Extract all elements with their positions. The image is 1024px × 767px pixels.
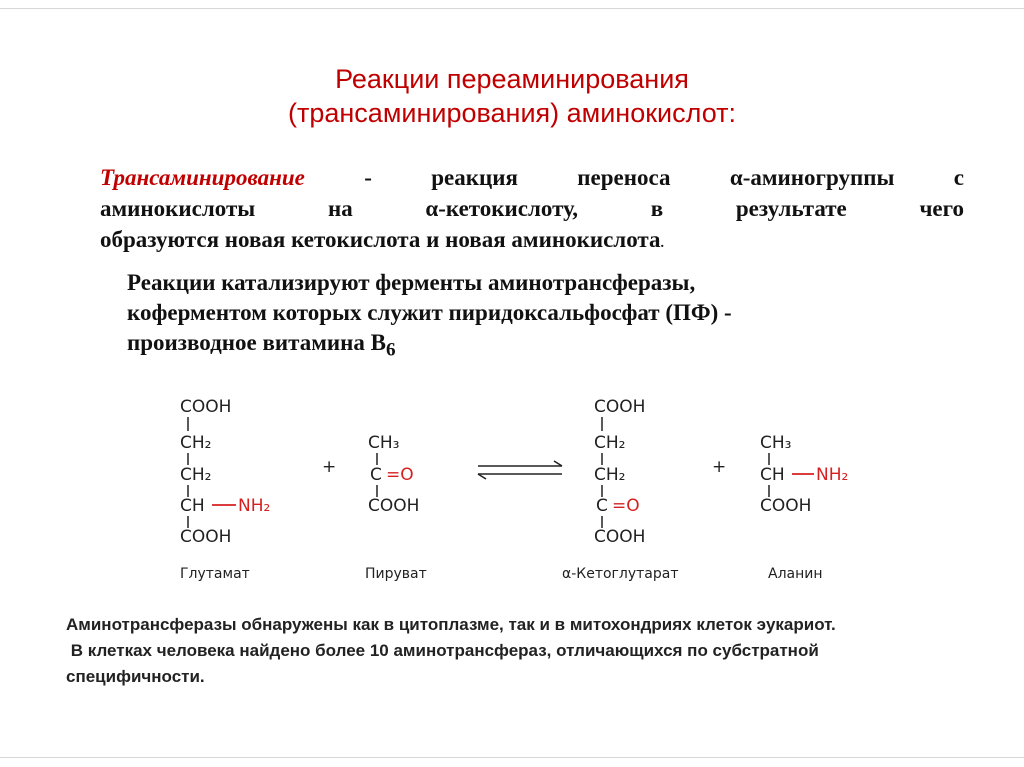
slide-border-bottom [0, 757, 1024, 758]
alanine-structure [760, 433, 848, 582]
glutamate-cooh-top: COOH [180, 397, 232, 417]
definition-line-2: аминокислоты на α-кетокислоту, в результате чего [100, 196, 964, 221]
vitamin-subscript: 6 [386, 339, 396, 361]
title-line-2: (трансаминирования) аминокислот: [288, 98, 736, 128]
alanine-amino-group: NH₂ [816, 465, 849, 485]
footer-paragraph [66, 612, 986, 690]
ketoglutarate-cooh-top: COOH [594, 397, 646, 417]
pyruvate-cooh: COOH [368, 496, 420, 516]
alanine-ch: CH [760, 465, 785, 485]
alanine-label: Аланин [768, 566, 823, 582]
plus-sign-2: + [712, 457, 727, 477]
pyruvate-oxo-group: =O [386, 465, 414, 485]
pyruvate-carbon: C [370, 465, 382, 485]
pyruvate-label: Пируват [365, 566, 427, 582]
definition-line-1-rest: - реакция переноса α-аминогруппы с [304, 165, 964, 190]
ketoglutarate-carbon: C [596, 496, 608, 516]
footer-line-2: В клетках человека найдено более 10 аминотрансфераз, отличающихся по субстратной [66, 641, 819, 660]
ketoglutarate-cooh-bottom: COOH [594, 527, 646, 547]
ketoglutarate-oxo-group: =O [612, 496, 640, 516]
alanine-cooh: COOH [760, 496, 812, 516]
catalysis-line-3: производное витамина В [127, 330, 386, 355]
slide-border-top [0, 8, 1024, 9]
glutamate-amino-group: NH₂ [238, 496, 271, 516]
equilibrium-arrow-icon [478, 461, 562, 479]
ketoglutarate-ch2-1: CH₂ [594, 433, 626, 453]
glutamate-structure [180, 397, 270, 582]
glutamate-ch2-1: CH₂ [180, 433, 212, 453]
ketoglutarate-structure [562, 397, 679, 582]
definition-line-1 [100, 162, 964, 193]
definition-line-3 [100, 224, 964, 259]
ketoglutarate-label: α-Кетоглутарат [562, 566, 679, 582]
glutamate-ch: CH [180, 496, 205, 516]
reaction-scheme [150, 385, 910, 585]
definition-line-3-text: образуются новая кетокислота и новая аминокислота [100, 227, 661, 252]
definition-line-3-end: . [660, 236, 664, 251]
glutamate-label: Глутамат [180, 566, 250, 582]
pyruvate-ch3: CH₃ [368, 433, 400, 453]
pyruvate-structure [365, 433, 427, 582]
title-line-1: Реакции переаминирования [335, 64, 689, 94]
footer-line-1: Аминотрансферазы обнаружены как в цитоплазме, так и в митохондриях клеток эукариот. [66, 615, 836, 634]
glutamate-cooh-bottom: COOH [180, 527, 232, 547]
definition-paragraph [100, 162, 964, 259]
ketoglutarate-ch2-2: CH₂ [594, 465, 626, 485]
footer-line-3: специфичности. [66, 667, 205, 686]
slide-title [0, 62, 1024, 130]
catalysis-line-2: коферментом которых служит пиридоксальфосфат (ПФ) - [127, 300, 732, 325]
catalysis-line-1: Реакции катализируют ферменты аминотрансферазы, [127, 270, 696, 295]
definition-term: Трансаминирование [100, 165, 305, 190]
catalysis-paragraph [127, 268, 987, 366]
plus-sign-1: + [322, 457, 337, 477]
alanine-ch3: CH₃ [760, 433, 792, 453]
glutamate-ch2-2: CH₂ [180, 465, 212, 485]
